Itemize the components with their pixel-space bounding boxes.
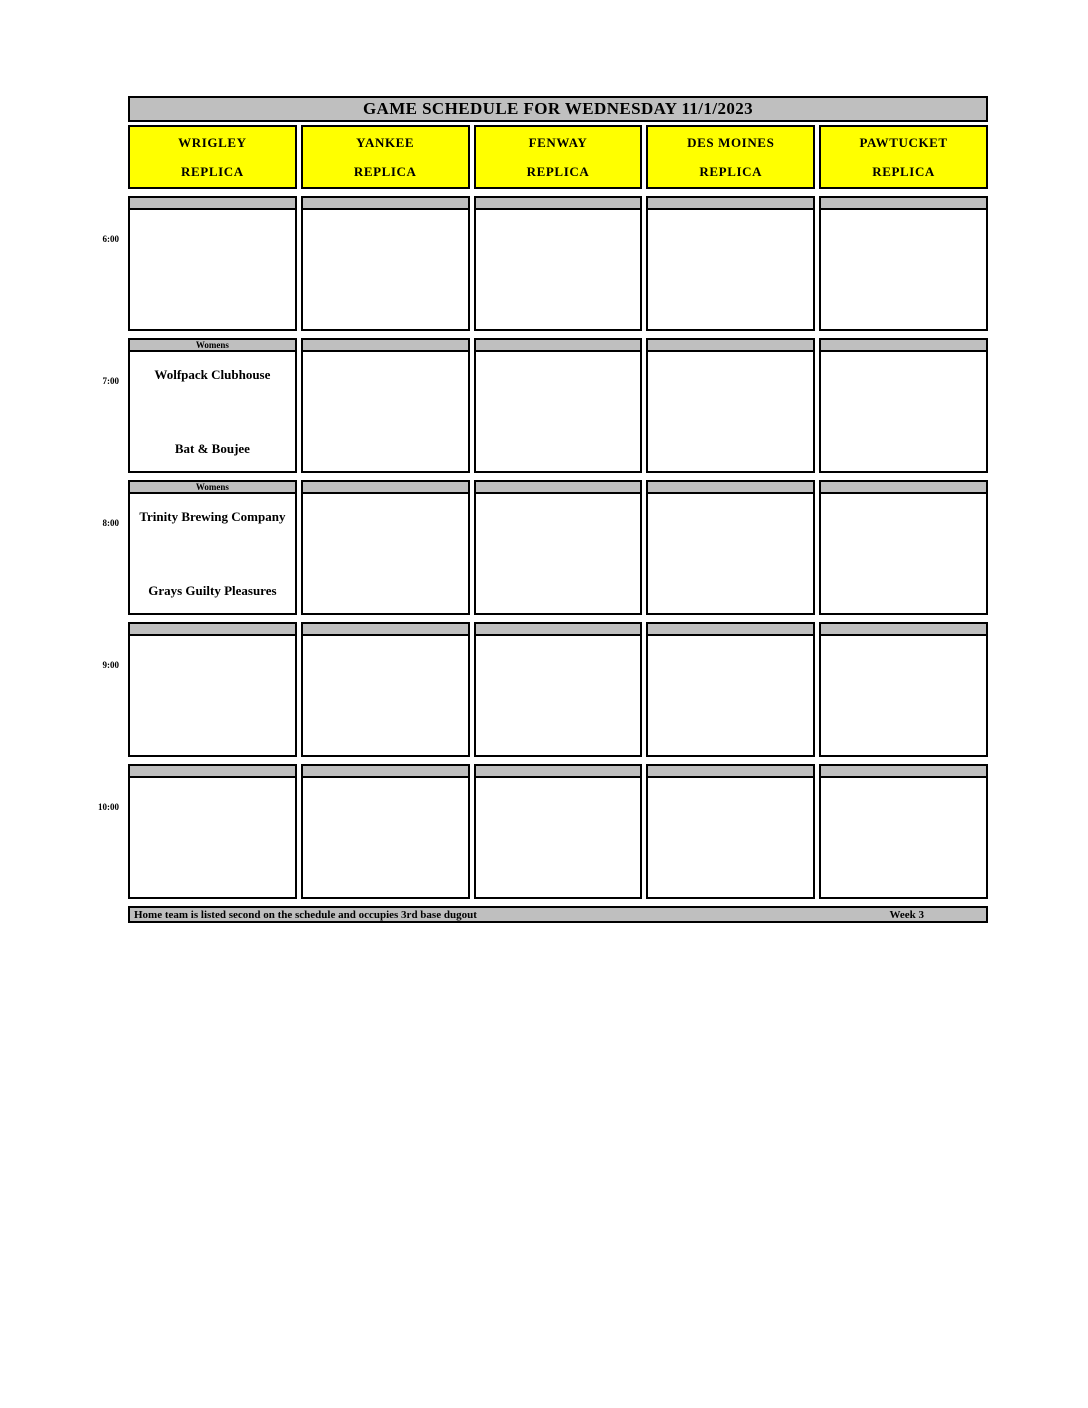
home-team (484, 441, 633, 457)
cells-row (128, 210, 988, 331)
cells-row (128, 352, 988, 473)
venue-header-fenway (474, 125, 643, 189)
time-label: 7:00 (102, 376, 119, 386)
division-band: Womens (128, 480, 297, 494)
away-team (656, 651, 805, 667)
venue-header-des-moines (646, 125, 815, 189)
game-cell (474, 776, 643, 899)
game-cell (301, 634, 470, 757)
venue-type: REPLICA (181, 163, 244, 179)
away-team (829, 225, 978, 241)
away-team (138, 651, 287, 667)
venue-type: REPLICA (872, 163, 935, 179)
away-team (829, 509, 978, 525)
venue-type: REPLICA (526, 163, 590, 179)
away-team (311, 651, 460, 667)
venue-type: REPLICA (353, 163, 417, 179)
away-team (138, 225, 287, 241)
away-team (484, 651, 633, 667)
venue-name: YANKEE (356, 134, 415, 150)
away-team: Trinity Brewing Company (139, 509, 286, 524)
game-cell (128, 492, 297, 615)
time-label: 9:00 (102, 660, 119, 670)
game-cell (646, 776, 815, 899)
game-cell (819, 350, 988, 473)
home-team (138, 867, 287, 883)
home-team (484, 583, 633, 599)
away-team (311, 225, 460, 241)
schedule-row-800 (102, 480, 988, 615)
footer-bar (128, 906, 988, 923)
home-team (311, 441, 460, 457)
home-team (484, 867, 633, 883)
away-team (484, 793, 633, 809)
home-team (311, 867, 460, 883)
venue-header-pawtucket (819, 125, 988, 189)
venue-header-wrigley (128, 125, 297, 189)
away-team (484, 367, 633, 383)
game-cell (301, 208, 470, 331)
week-label: Week 3 (889, 909, 924, 921)
time-label: 6:00 (102, 234, 119, 244)
game-cell (646, 208, 815, 331)
cells-row (128, 636, 988, 757)
time-label: 8:00 (102, 518, 119, 528)
away-team (484, 225, 633, 241)
home-team (829, 867, 978, 883)
game-cell (128, 350, 297, 473)
away-team (484, 509, 633, 525)
venue-type: REPLICA (699, 163, 763, 179)
away-team (656, 225, 805, 241)
footer-note: Home team is listed second on the schedule and occupies 3rd base dugout (134, 909, 477, 921)
cells-row (128, 494, 988, 615)
home-team (138, 299, 287, 315)
venue-name: PAWTUCKET (859, 134, 948, 150)
away-team (138, 793, 287, 809)
game-cell (128, 208, 297, 331)
away-team (311, 509, 460, 525)
away-team (829, 651, 978, 667)
game-cell (474, 634, 643, 757)
game-cell (819, 492, 988, 615)
game-cell (474, 350, 643, 473)
division-band: Womens (128, 338, 297, 352)
game-cell (819, 776, 988, 899)
game-cell (128, 634, 297, 757)
game-cell (301, 492, 470, 615)
venue-header-row (128, 125, 988, 189)
away-team (311, 367, 460, 383)
away-team (656, 367, 805, 383)
schedule-table (98, 96, 988, 923)
home-team (484, 725, 633, 741)
venue-name: DES MOINES (687, 134, 775, 150)
home-team (311, 299, 460, 315)
cells-row (128, 778, 988, 899)
away-team (311, 793, 460, 809)
home-team (829, 299, 978, 315)
schedule-row-600 (102, 196, 988, 331)
home-team (656, 867, 805, 883)
schedule-row-700 (102, 338, 988, 473)
schedule-row-900 (102, 622, 988, 757)
venue-header-yankee (301, 125, 470, 189)
game-cell (646, 492, 815, 615)
venue-name: WRIGLEY (178, 134, 247, 150)
game-cell (819, 208, 988, 331)
game-cell (474, 492, 643, 615)
game-cell (301, 776, 470, 899)
away-team: Wolfpack Clubhouse (154, 367, 271, 382)
schedule-row-1000 (98, 764, 988, 899)
home-team: Grays Guilty Pleasures (148, 583, 277, 598)
home-team (656, 299, 805, 315)
away-team (829, 367, 978, 383)
away-team (656, 509, 805, 525)
game-cell (646, 350, 815, 473)
schedule-title: GAME SCHEDULE FOR WEDNESDAY 11/1/2023 (128, 96, 988, 122)
home-team (138, 725, 287, 741)
time-label: 10:00 (98, 802, 119, 812)
home-team (484, 299, 633, 315)
home-team (829, 583, 978, 599)
game-cell (474, 208, 643, 331)
home-team (656, 583, 805, 599)
home-team (656, 441, 805, 457)
home-team (829, 725, 978, 741)
game-cell (646, 634, 815, 757)
game-cell (819, 634, 988, 757)
game-cell (128, 776, 297, 899)
venue-name: FENWAY (528, 134, 588, 150)
home-team (311, 725, 460, 741)
away-team (829, 793, 978, 809)
home-team: Bat & Boujee (174, 441, 250, 456)
home-team (829, 441, 978, 457)
away-team (656, 793, 805, 809)
home-team (311, 583, 460, 599)
game-cell (301, 350, 470, 473)
home-team (656, 725, 805, 741)
